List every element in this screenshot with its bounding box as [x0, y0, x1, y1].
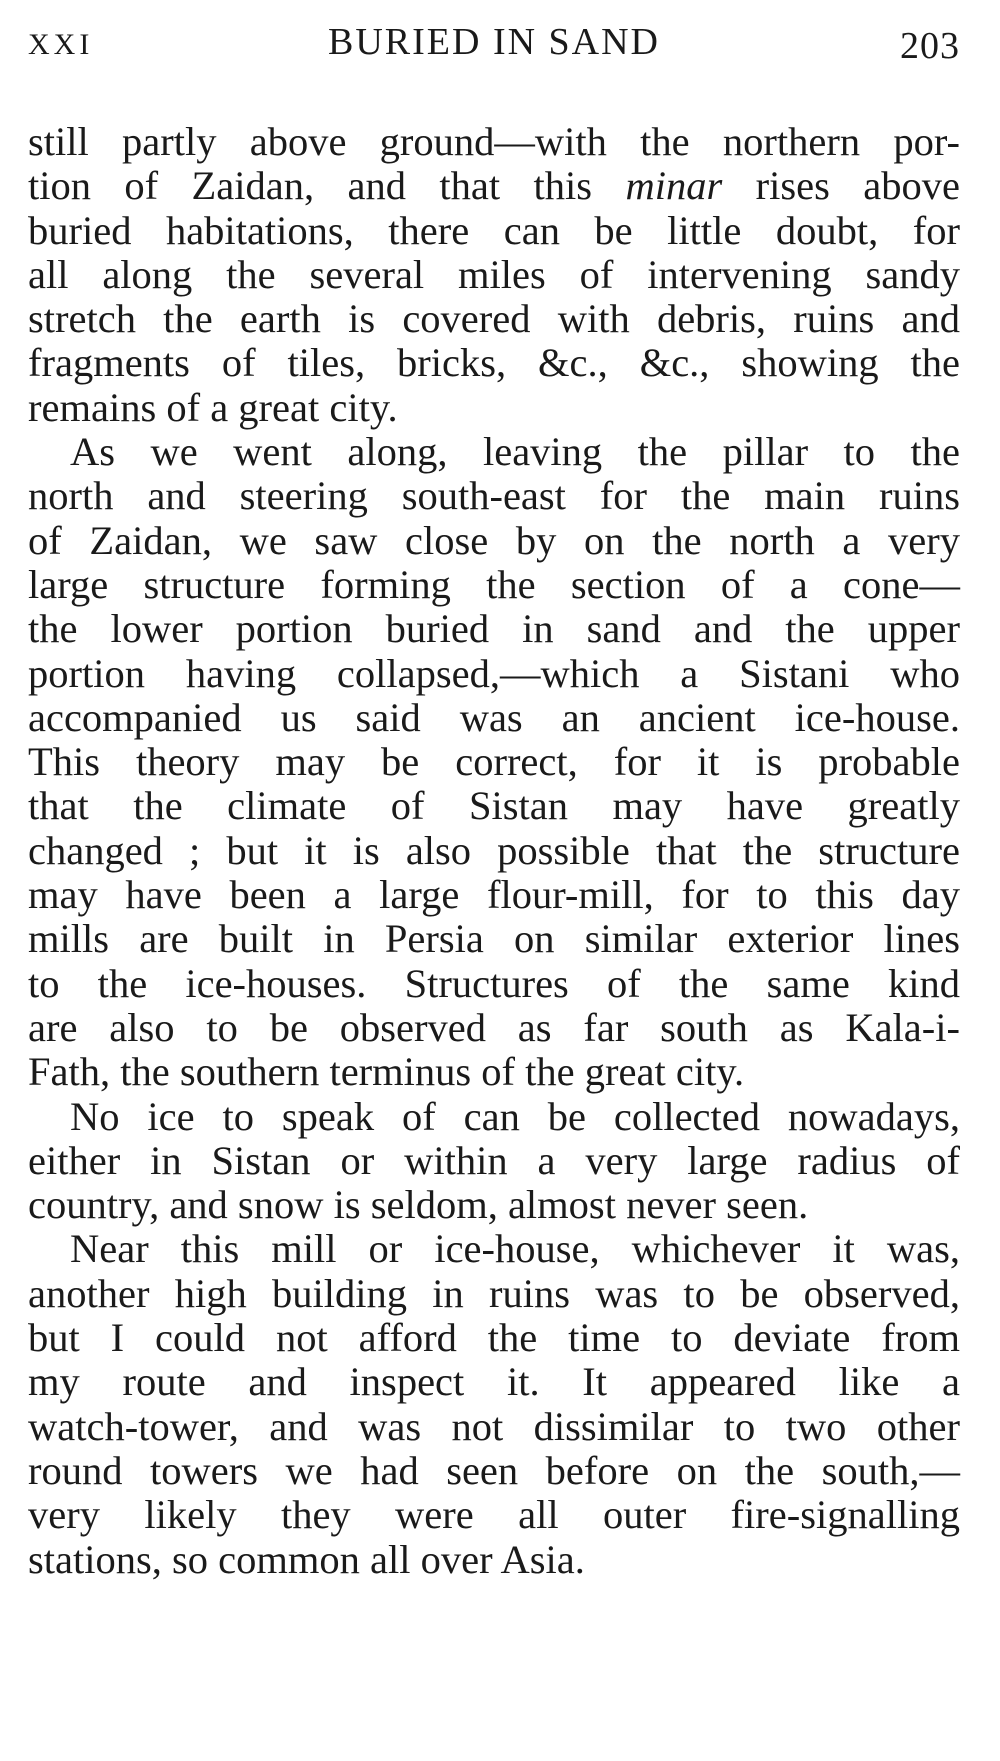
text-line: to the ice-houses. Structures of the same kind	[28, 960, 960, 1006]
text-line: remains of a great city.	[28, 384, 398, 430]
body-text	[28, 120, 960, 1582]
text-line: are also to be observed as far south as Kala-i-	[28, 1004, 960, 1050]
text-line: portion having collapsed,—which a Sistani who	[28, 650, 960, 696]
paragraph	[28, 120, 960, 430]
paragraph	[28, 1095, 960, 1228]
text-line: north and steering south-east for the main ruins	[28, 473, 960, 519]
page-title: BURIED IN SAND	[328, 21, 660, 63]
text-line: As we went along, leaving the pillar to the	[70, 429, 960, 475]
page-number: 203	[900, 25, 960, 67]
text-line: accompanied us said was an ancient ice-house.	[28, 694, 960, 740]
text-line: mills are built in Persia on similar exterior lines	[28, 916, 960, 962]
chapter-number: XXI	[28, 28, 94, 61]
text-line: either in Sistan or within a very large radius of	[28, 1137, 960, 1183]
text-line: large structure forming the section of a cone—	[28, 561, 960, 607]
text-line: very likely they were all outer fire-signalling	[28, 1492, 960, 1538]
text-line: buried habitations, there can be little doubt, for	[28, 207, 960, 253]
text-line: Fath, the southern terminus of the great city.	[28, 1049, 745, 1095]
text-line: changed ; but it is also possible that the structure	[28, 827, 960, 873]
text-line: another high building in ruins was to be observed,	[28, 1270, 960, 1316]
text-line: country, and snow is seldom, almost never seen.	[28, 1182, 809, 1228]
text-line: round towers we had seen before on the south,—	[28, 1447, 960, 1493]
text-line: may have been a large flour-mill, for to this day	[28, 872, 960, 918]
book-page	[0, 20, 1000, 1761]
text-line: that the climate of Sistan may have greatly	[28, 783, 960, 829]
text-line: my route and inspect it. It appeared like a	[28, 1359, 960, 1405]
text-line: fragments of tiles, bricks, &c., &c., showing the	[28, 340, 960, 386]
text-line: but I could not afford the time to deviate from	[28, 1315, 960, 1361]
text-line: of Zaidan, we saw close by on the north a very	[28, 517, 960, 563]
text-line: watch-tower, and was not dissimilar to two other	[28, 1403, 960, 1449]
paragraph	[28, 1227, 960, 1581]
text-line: still partly above ground—with the northern por-	[28, 119, 960, 164]
text-line: tion of Zaidan, and that this minar rises above	[28, 163, 960, 209]
text-line: the lower portion buried in sand and the upper	[28, 606, 960, 652]
text-line: stations, so common all over Asia.	[28, 1536, 585, 1582]
text-line: all along the several miles of intervening sandy	[28, 251, 960, 297]
text-line: No ice to speak of can be collected nowadays,	[70, 1093, 960, 1139]
paragraph	[28, 430, 960, 1094]
italic-word: minar	[625, 163, 723, 209]
text-line: This theory may be correct, for it is probable	[28, 739, 960, 785]
text-line: stretch the earth is covered with debris, ruins and	[28, 296, 960, 342]
running-head	[28, 20, 960, 86]
text-line: Near this mill or ice-house, whichever it was,	[70, 1226, 960, 1272]
